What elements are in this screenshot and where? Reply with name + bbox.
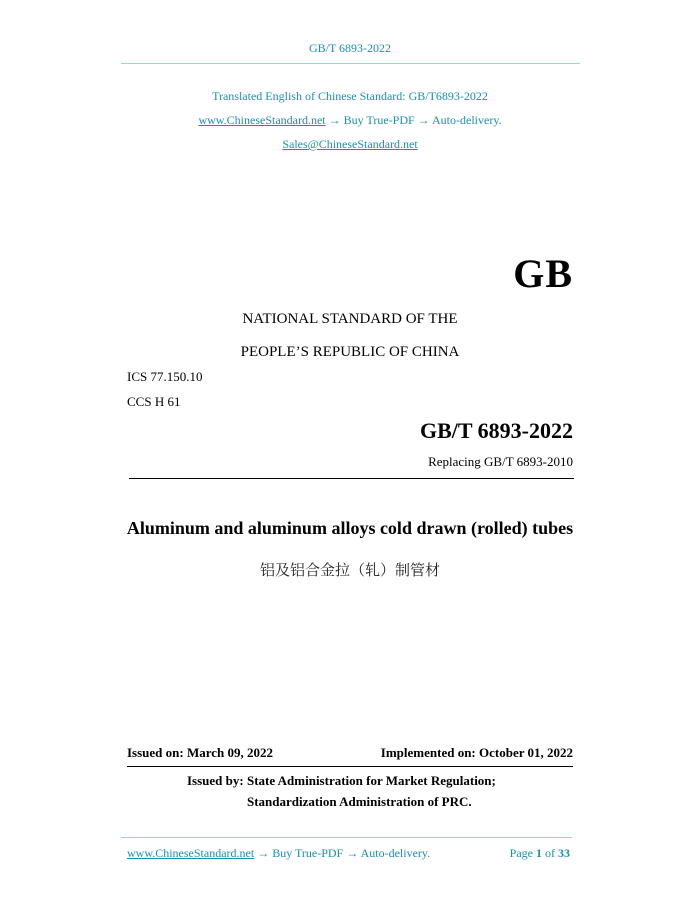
replacing-note: Replacing GB/T 6893-2010 bbox=[428, 454, 573, 469]
arrow-icon: → bbox=[346, 846, 359, 860]
national-title-line2: PEOPLE’S REPUBLIC OF CHINA bbox=[240, 344, 460, 360]
ics-code: ICS 77.150.10 bbox=[127, 369, 203, 384]
page-total: 33 bbox=[558, 846, 570, 860]
promo-links-line bbox=[0, 108, 700, 132]
site-link[interactable]: www.ChineseStandard.net bbox=[198, 113, 326, 127]
implemented-on-date: Implemented on: October 01, 2022 bbox=[380, 745, 573, 760]
issue-divider bbox=[127, 766, 573, 767]
national-title-line1: NATIONAL STANDARD OF THE bbox=[242, 311, 458, 327]
promo-block bbox=[0, 84, 700, 156]
footer-auto-delivery-text: Auto-delivery. bbox=[360, 846, 431, 860]
arrow-icon: → bbox=[328, 113, 341, 127]
buy-pdf-text: Buy True-PDF bbox=[343, 113, 415, 127]
title-divider bbox=[129, 478, 574, 479]
page-label: Page bbox=[509, 846, 533, 860]
gb-mark: GB bbox=[513, 251, 573, 296]
page-indicator bbox=[510, 846, 570, 861]
ccs-code: CCS H 61 bbox=[127, 394, 181, 409]
header-divider bbox=[121, 63, 580, 64]
document-title-english: Aluminum and aluminum alloys cold drawn (rolled) tubes bbox=[126, 518, 574, 538]
issuer-line2: Standardization Administration of PRC. bbox=[247, 794, 472, 809]
arrow-icon: → bbox=[417, 113, 430, 127]
translation-notice: Translated English of Chinese Standard: GB/T6893-2022 bbox=[212, 89, 488, 103]
standard-number: GB/T 6893-2022 bbox=[419, 418, 573, 443]
issuer-line1: Issued by: State Administration for Market Regulation; bbox=[187, 773, 496, 788]
footer-buy-pdf-text: Buy True-PDF bbox=[272, 846, 344, 860]
running-header: GB/T 6893-2022 bbox=[308, 41, 392, 55]
sales-email-link[interactable]: Sales@ChineseStandard.net bbox=[282, 137, 418, 151]
footer-links bbox=[127, 846, 430, 861]
national-standard-title bbox=[0, 303, 700, 369]
arrow-icon: → bbox=[257, 846, 270, 860]
page-of-label: of bbox=[545, 846, 555, 860]
footer-site-link[interactable]: www.ChineseStandard.net bbox=[127, 846, 255, 860]
footer-divider bbox=[121, 837, 572, 838]
issued-on-date: Issued on: March 09, 2022 bbox=[127, 745, 274, 760]
document-title-chinese: 铝及铝合金拉（轧）制管材 bbox=[259, 561, 440, 579]
auto-delivery-text: Auto-delivery. bbox=[432, 113, 502, 127]
page-current: 1 bbox=[536, 846, 542, 860]
